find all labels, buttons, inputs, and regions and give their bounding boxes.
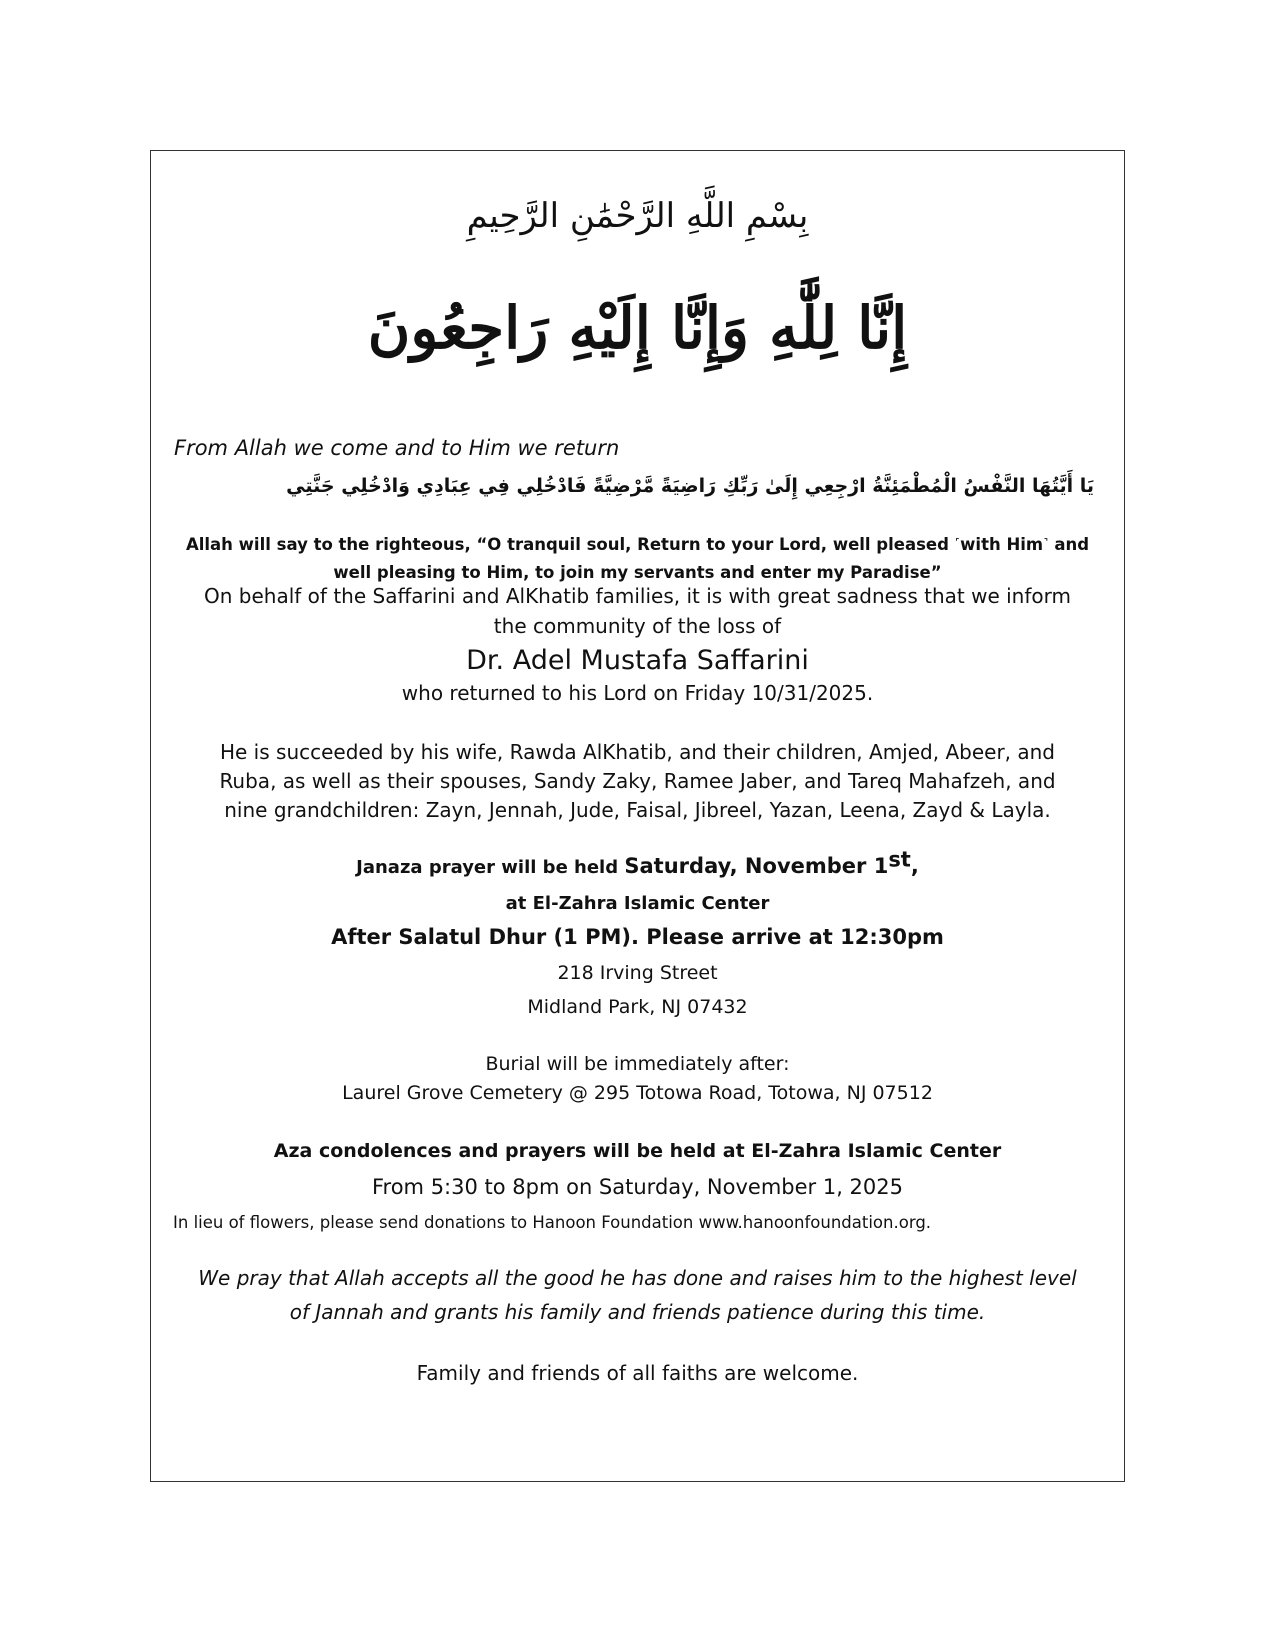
istirja-calligraphy: إِنَّا لِلَّٰهِ وَإِنَّا إِلَيْهِ رَاجِعُونَ [367, 294, 908, 362]
aza-heading: Aza condolences and prayers will be held at El-Zahra Islamic Center [273, 1140, 1002, 1162]
returned-date: who returned to his Lord on Friday 10/31/2025. [401, 681, 874, 705]
ayah-translation-line-1: Allah will say to the righteous, “O tranquil soul, Return to your Lord, well pleased ˹with Him˺ and [185, 535, 1090, 554]
aza-time: From 5:30 to 8pm on Saturday, November 1, 2025 [371, 1175, 903, 1199]
family-line-2: Ruba, as well as their spouses, Sandy Zaky, Ramee Jaber, and Tareq Mahafzeh, and [219, 769, 1056, 793]
janaza-time: After Salatul Dhur (1 PM). Please arrive at 12:30pm [331, 925, 944, 949]
janaza-prefix: Janaza prayer will be held [356, 857, 625, 878]
burial-line-2: Laurel Grove Cemetery @ 295 Totowa Road, Totowa, NJ 07512 [342, 1082, 933, 1104]
donations-note: In lieu of flowers, please send donations to Hanoon Foundation www.hanoonfoundation.org. [173, 1213, 932, 1232]
deceased-name: Dr. Adel Mustafa Saffarini [466, 645, 809, 676]
janaza-date: Saturday, November 1 [624, 854, 889, 878]
janaza-comma: , [910, 854, 919, 878]
intro-english: From Allah we come and to Him we return [174, 436, 620, 460]
announcement-line-2: the community of the loss of [493, 614, 782, 638]
ayah-translation-line-2: well pleasing to Him, to join my servants and enter my Paradise” [333, 563, 942, 583]
janaza-date-suffix: st [888, 847, 911, 872]
family-line-3: nine grandchildren: Zayn, Jennah, Jude, Faisal, Jibreel, Yazan, Leena, Zayd & Layla. [224, 798, 1051, 822]
announcement-frame [150, 150, 1125, 1482]
janaza-city: Midland Park, NJ 07432 [527, 996, 748, 1018]
janaza-location: at El-Zahra Islamic Center [505, 893, 770, 914]
ayah-arabic: يَا أَيَّتُهَا النَّفْسُ الْمُطْمَئِنَّةُ ارْجِعِي إِلَىٰ رَبِّكِ رَاضِيَةً مَّرْضِيَّةً فَادْخُلِي فِي عِبَادِي وَادْخُلِي جَنَّتِي [286, 475, 1094, 497]
announcement-line-1: On behalf of the Saffarini and AlKhatib families, it is with great sadness that we inform [204, 584, 1071, 608]
burial-line-1: Burial will be immediately after: [485, 1053, 790, 1075]
family-line-1: He is succeeded by his wife, Rawda AlKhatib, and their children, Amjed, Abeer, and [219, 740, 1056, 764]
janaza-date-line [151, 847, 1124, 878]
prayer-line-1: We pray that Allah accepts all the good he has done and raises him to the highest level [198, 1266, 1077, 1290]
prayer-line-2: of Jannah and grants his family and friends patience during this time. [289, 1300, 986, 1324]
janaza-street: 218 Irving Street [557, 962, 718, 984]
ayah-translation [171, 531, 1104, 587]
welcome-note: Family and friends of all faiths are welcome. [416, 1361, 859, 1385]
basmala-calligraphy: بِسْمِ اللَّهِ الرَّحْمَٰنِ الرَّحِيمِ [466, 196, 809, 236]
